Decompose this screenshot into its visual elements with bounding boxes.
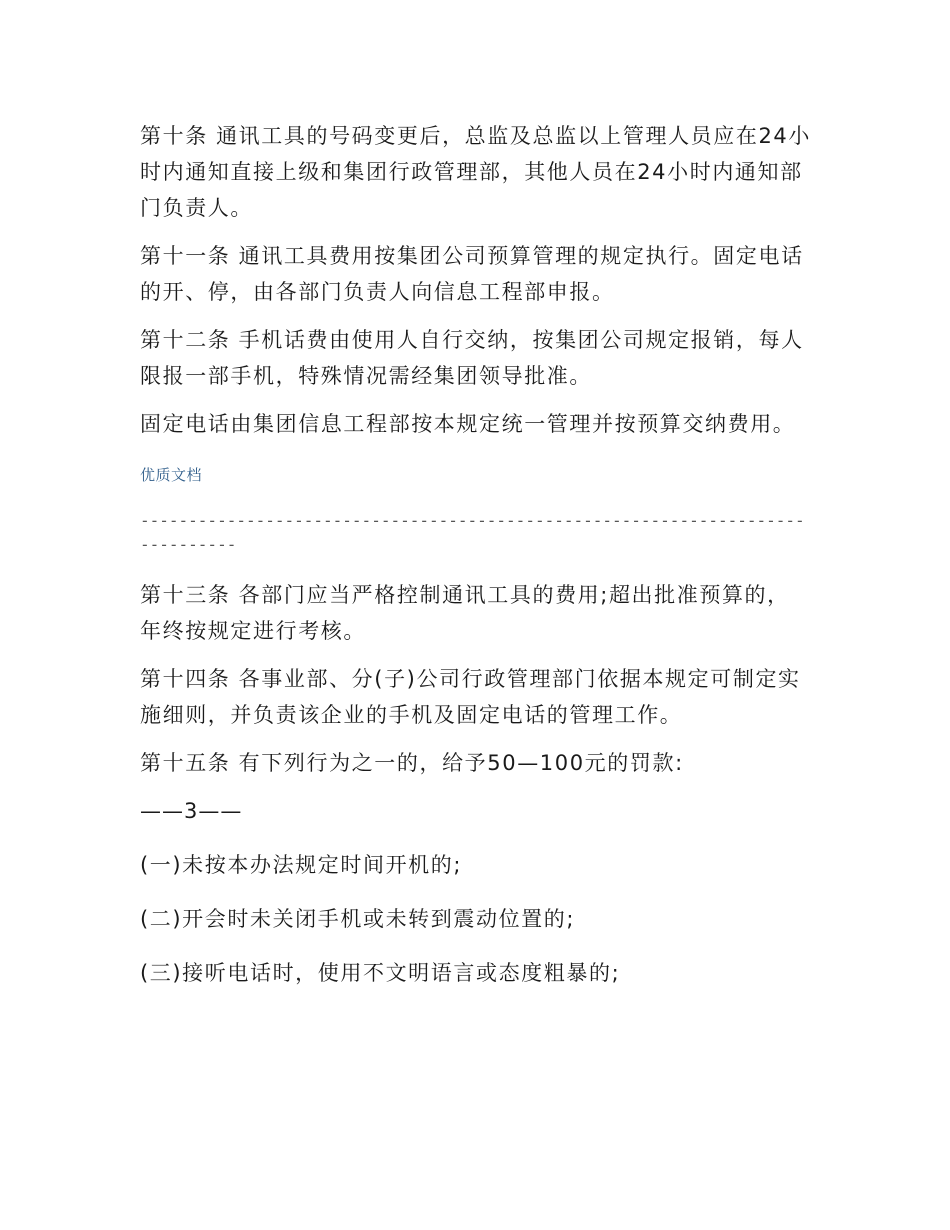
article-14-paragraph: 第十四条 各事业部、分(子)公司行政管理部门依据本规定可制定实施细则，并负责该企业的手机及固定电话的管理工作。: [140, 667, 801, 727]
list-item: (二)开会时未关闭手机或未转到震动位置的;: [140, 907, 576, 931]
watermark-label: 优质文档: [140, 466, 203, 484]
document-page: [140, 118, 812, 1009]
article-13-paragraph: 第十三条 各部门应当严格控制通讯工具的费用;超出批准预算的，年终按规定进行考核。: [140, 583, 790, 643]
list-item: (一)未按本办法规定时间开机的;: [140, 853, 463, 877]
page-number: ——3——: [140, 799, 243, 823]
article-11-paragraph: 第十一条 通讯工具费用按集团公司预算管理的规定执行。固定电话的开、停，由各部门负责人向信息工程部申报。: [140, 244, 804, 304]
fixed-phone-paragraph: 固定电话由集团信息工程部按本规定统一管理并按预算交纳费用。: [140, 412, 796, 436]
article-12-paragraph: 第十二条 手机话费由使用人自行交纳，按集团公司规定报销，每人限报一部手机，特殊情况需经集团领导批准。: [140, 328, 804, 388]
separator-line: -------------------------------------------------------------------------------: [140, 511, 805, 554]
list-item: (三)接听电话时，使用不文明语言或态度粗暴的;: [140, 961, 621, 985]
article-10-paragraph: 第十条 通讯工具的号码变更后，总监及总监以上管理人员应在24小时内通知直接上级和集团行政管理部，其他人员在24小时内通知部门负责人。: [140, 124, 811, 220]
article-15-paragraph: 第十五条 有下列行为之一的，给予50—100元的罚款:: [140, 751, 684, 775]
